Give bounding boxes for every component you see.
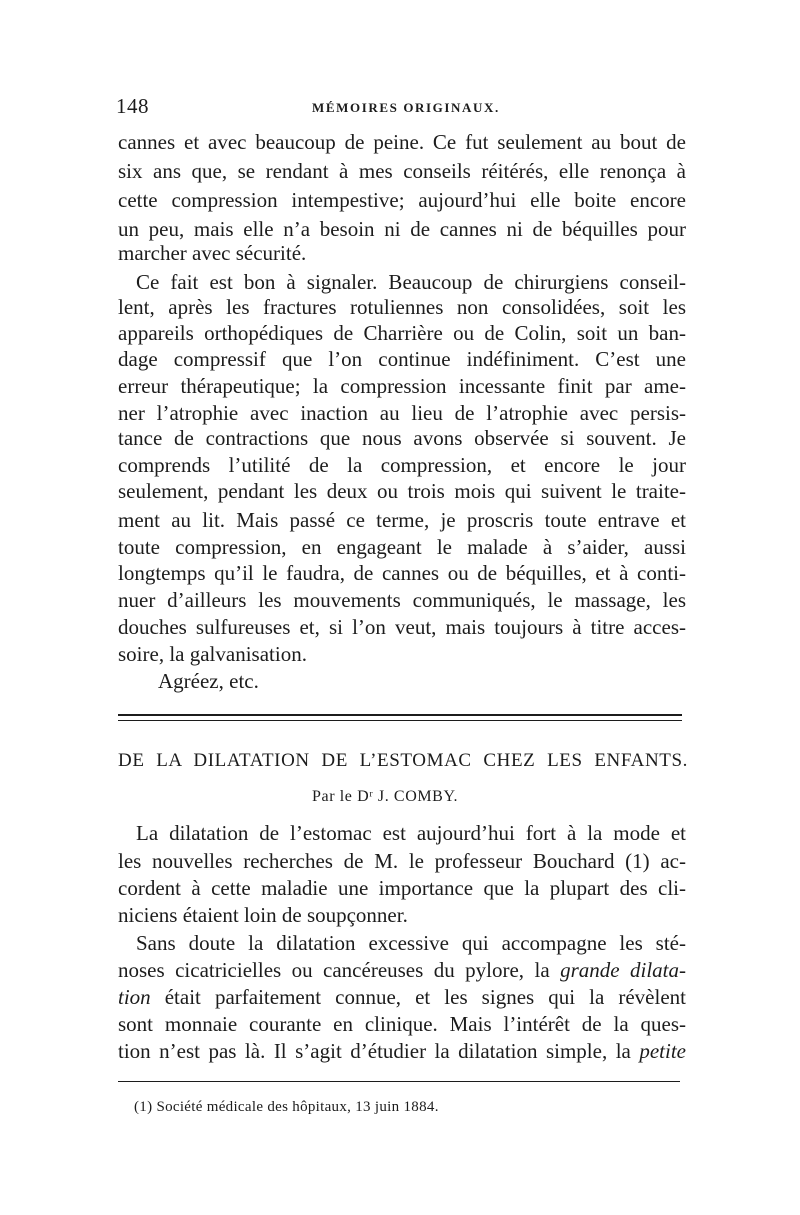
text-line: six ans que, se rendant à mes conseils réitérés, elle renonça à [118, 159, 686, 183]
text-line: comprends l’utilité de la compression, et encore le jour [118, 453, 686, 477]
text-line: sont monnaie courante en clinique. Mais l’intérêt de la ques- [118, 1012, 686, 1036]
footnote: (1) Société médicale des hôpitaux, 13 juin 1884. [134, 1099, 439, 1115]
text-line [118, 957, 686, 983]
article-byline: Par le Dʳ J. COMBY. [312, 788, 459, 805]
text-line: seulement, pendant les deux ou trois mois qui suivent le traite- [118, 479, 686, 503]
text-line: douches sulfureuses et, si l’on veut, mais toujours à titre acces- [118, 615, 686, 639]
footnote-rule [118, 1081, 680, 1082]
text-line: lent, après les fractures rotuliennes non consolidées, soit les [118, 295, 686, 319]
text-line: cordent à cette maladie une importance que la plupart des cli- [118, 876, 686, 900]
text-line: les nouvelles recherches de M. le professeur Bouchard (1) ac- [118, 849, 686, 873]
text-line: nuer d’ailleurs les mouvements communiqués, le massage, les [118, 588, 686, 612]
text-line: erreur thérapeutique; la compression incessante finit par ame- [118, 374, 686, 398]
text-line: ner l’atrophie avec inaction au lieu de l’atrophie avec persis- [118, 401, 686, 425]
text-line: soire, la galvanisation. [118, 642, 307, 666]
text-line: tance de contractions que nous avons observée si souvent. Je [118, 426, 686, 450]
text-line [118, 984, 686, 1010]
text-span: tion n’est pas là. Il s’agit d’étudier la dilatation simple, la petite [118, 1039, 686, 1063]
text-span: tion était parfaitement connue, et les signes qui la révèlent [118, 985, 686, 1009]
text-line: appareils orthopédiques de Charrière ou de Colin, soit un ban- [118, 321, 686, 345]
separator-rule-bottom [118, 720, 682, 721]
text-line: Ce fait est bon à signaler. Beaucoup de chirurgiens conseil- [136, 270, 686, 294]
text-line: marcher avec sécurité. [118, 241, 307, 265]
text-line: longtemps qu’il le faudra, de cannes ou de béquilles, et à conti- [118, 561, 686, 585]
page-number: 148 [116, 94, 149, 118]
text-line: toute compression, en engageant le malade à s’aider, aussi [118, 535, 686, 559]
text-line: dage compressif que l’on continue indéfiniment. C’est une [118, 347, 686, 371]
text-line: Sans doute la dilatation excessive qui accompagne les sté- [136, 931, 686, 955]
article-title: DE LA DILATATION DE L’ESTOMAC CHEZ LES ENFANTS. [118, 750, 688, 771]
text-line: niciens étaient loin de soupçonner. [118, 903, 408, 927]
closing-salutation: Agréez, etc. [158, 669, 259, 693]
text-line: un peu, mais elle n’a besoin ni de cannes ni de béquilles pour [118, 217, 686, 241]
separator-rule-top [118, 714, 682, 716]
text-line [118, 1038, 686, 1064]
text-line: La dilatation de l’estomac est aujourd’hui fort à la mode et [136, 821, 686, 845]
text-line: cette compression intempestive; aujourd’hui elle boite encore [118, 188, 686, 212]
running-title: MÉMOIRES ORIGINAUX. [312, 100, 500, 115]
text-line: ment au lit. Mais passé ce terme, je proscris toute entrave et [118, 508, 686, 532]
text-line: cannes et avec beaucoup de peine. Ce fut seulement au bout de [118, 130, 686, 154]
text-span: noses cicatricielles ou cancéreuses du pylore, la grande dilata- [118, 958, 686, 982]
